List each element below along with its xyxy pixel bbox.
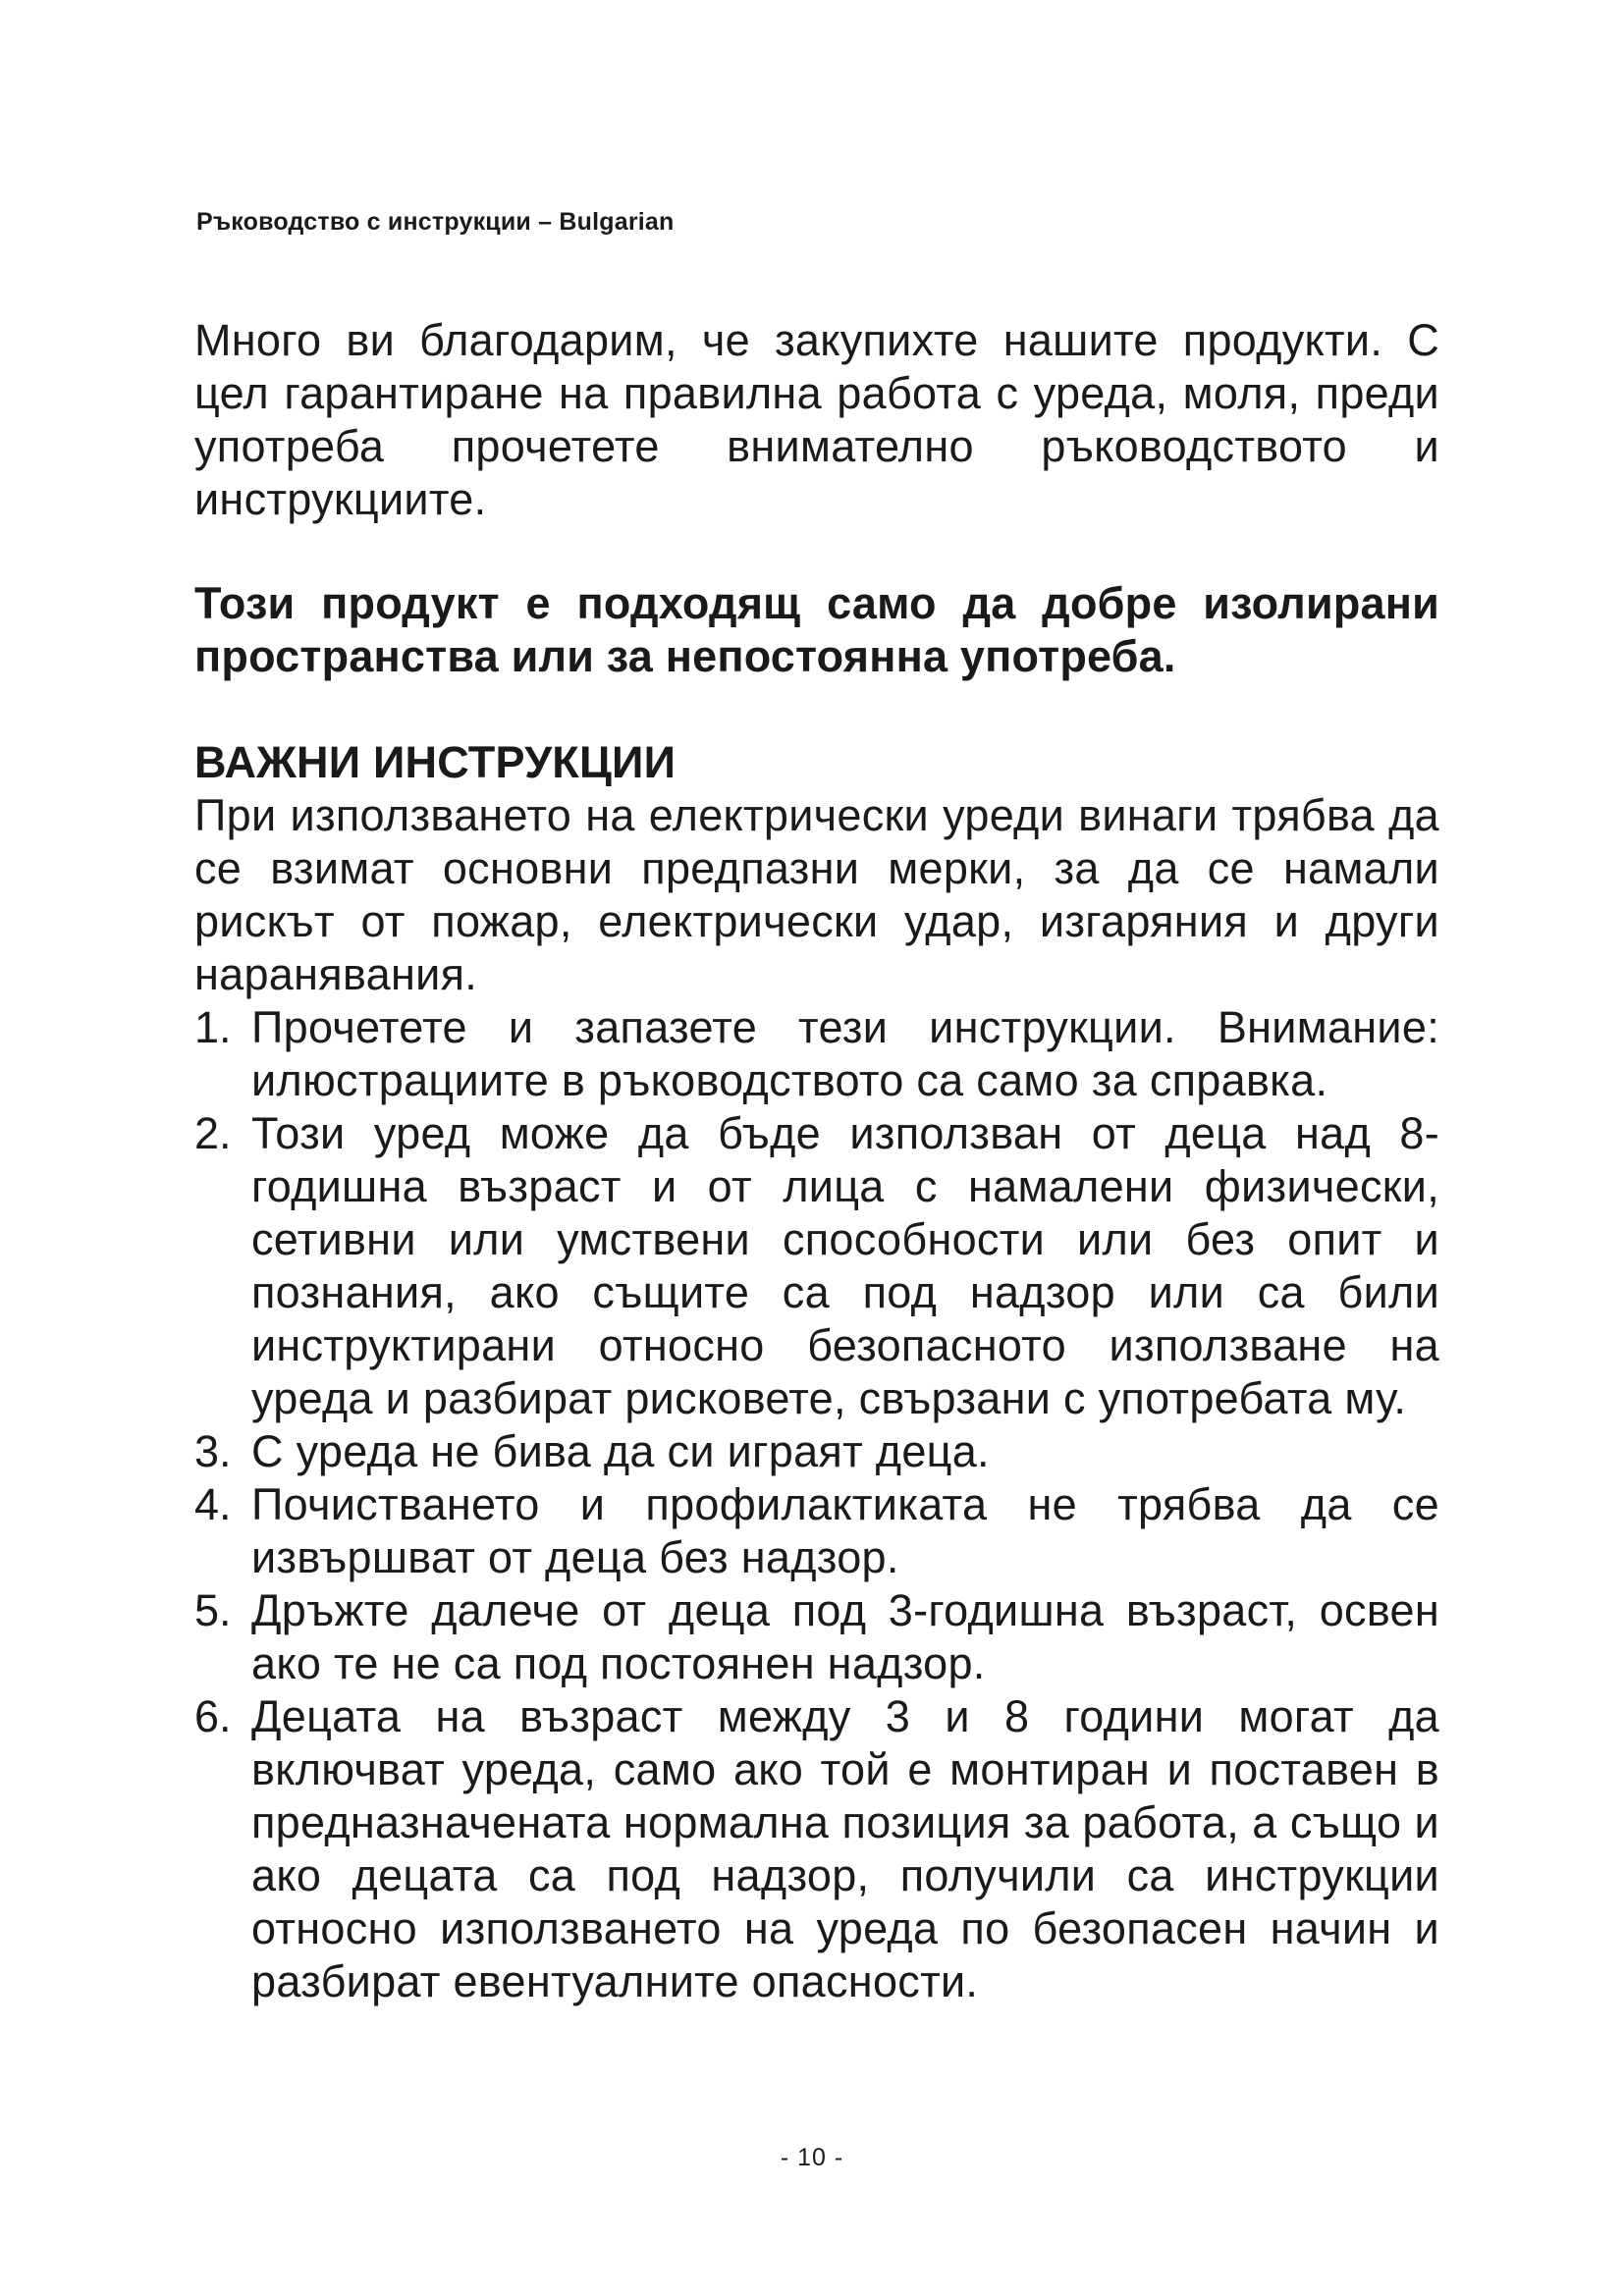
list-item — [194, 1107, 1439, 1425]
item-text: Почистването и профилактиката не трябва да се извършват от деца без надзор. — [251, 1479, 1439, 1582]
item-text: Децата на възраст между 3 и 8 години могат да включват уреда, само ако той е монтиран и поставен в предназначената нормална позиция за работа, а също и ако децата са под надзор, получили са инструкции относно използването на уреда по безопасен начин и разбират евентуалните опасности. — [251, 1691, 1439, 2006]
item-number: 2. — [194, 1108, 232, 1158]
list-item — [194, 1690, 1439, 2008]
intro-paragraph: Много ви благодарим, че закупихте нашите продукти. С цел гарантиране на правилна работа с уреда, моля, преди употреба прочетете внимателно ръководството и инструкциите. — [194, 315, 1439, 524]
list-item — [194, 1478, 1439, 1584]
manual-header: Ръководство с инструкции – Bulgarian — [196, 208, 675, 236]
item-text: Дръжте далече от деца под 3-годишна възраст, освен ако те не са под постоянен надзор. — [251, 1585, 1439, 1688]
list-item — [194, 1584, 1439, 1690]
item-number: 3. — [194, 1426, 232, 1476]
usage-notice: Този продукт е подходящ само да добре изолирани пространства или за непостоянна употреба. — [194, 578, 1439, 681]
item-text: Прочетете и запазете тези инструкции. Внимание: илюстрациите в ръководството са само за справка. — [251, 1002, 1439, 1105]
instruction-list — [194, 1001, 1439, 2008]
item-number: 6. — [194, 1691, 232, 1741]
item-number: 4. — [194, 1479, 232, 1529]
section-title: ВАЖНИ ИНСТРУКЦИИ — [194, 737, 677, 787]
item-number: 1. — [194, 1002, 232, 1052]
item-number: 5. — [194, 1585, 232, 1635]
list-item — [194, 1001, 1439, 1107]
list-item — [194, 1425, 1439, 1478]
item-text: С уреда не бива да си играят деца. — [251, 1426, 990, 1476]
section-intro: При използването на електрически уреди винаги трябва да се взимат основни предпазни мерки, за да се намали рискът от пожар, електрически удар, изгаряния и други наранявания. — [194, 790, 1439, 999]
item-text: Този уред може да бъде използван от деца над 8-годишна възраст и от лица с намалени физически, сетивни или умствени способности или без опит и познания, ако същите са под надзор или са били инструктирани относно безопасното използване на уреда и разбират рисковете, свързани с употребата му. — [251, 1108, 1439, 1423]
page-number: - 10 - — [780, 2144, 844, 2171]
page-content — [194, 314, 1439, 2008]
